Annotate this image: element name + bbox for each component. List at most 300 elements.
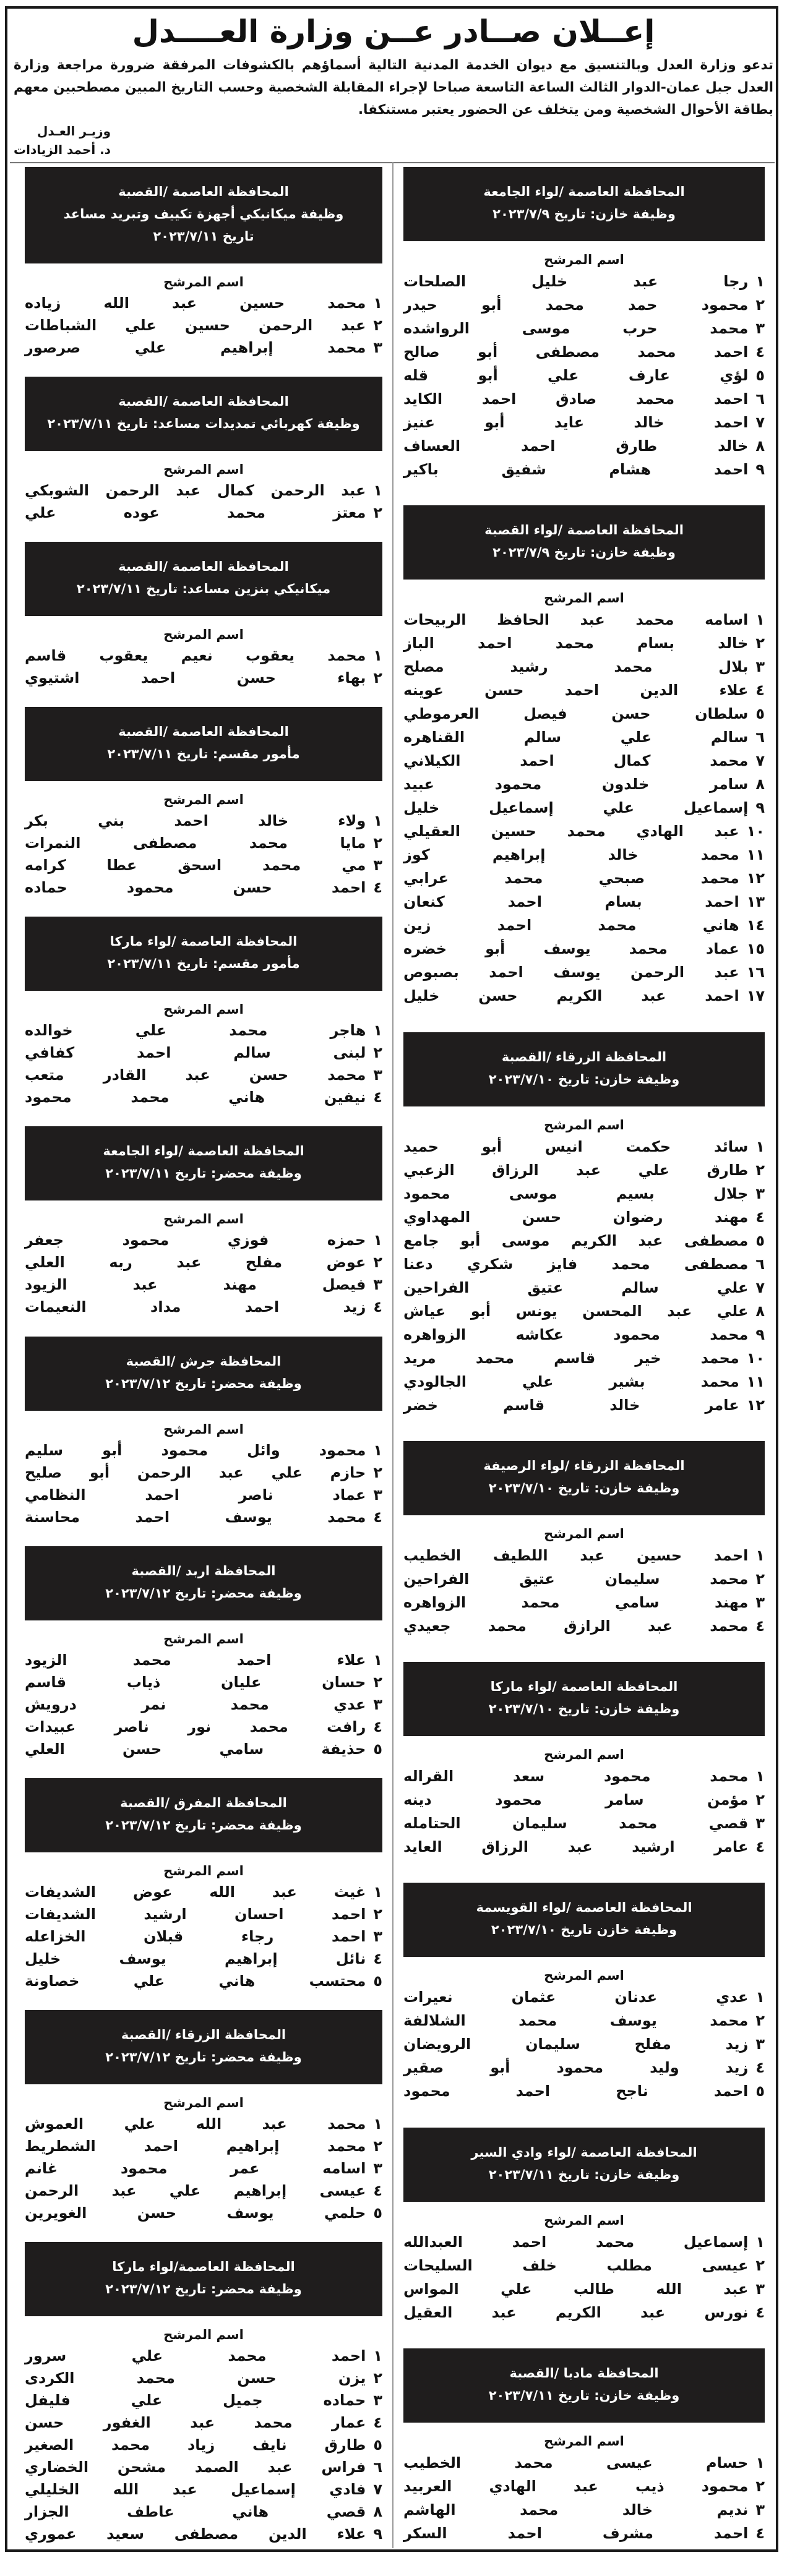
- name-word: محمد: [132, 1651, 171, 1669]
- name-word: احمد: [520, 752, 554, 770]
- name-word: ذياب: [126, 1673, 161, 1691]
- name-word: الفراحين: [403, 1278, 470, 1296]
- name-word: العايد: [403, 1838, 442, 1856]
- name-word: يونس: [515, 1302, 557, 1320]
- name-word: طالب: [573, 2280, 614, 2298]
- candidate-name: [25, 1649, 366, 1671]
- candidate-name: [25, 1903, 366, 1925]
- name-word: عبد: [573, 2477, 598, 2495]
- name-word: محمود: [495, 1791, 542, 1809]
- name-word: احمد: [512, 2233, 547, 2251]
- name-word: عبد: [580, 611, 605, 629]
- candidate-row: [403, 1276, 765, 1299]
- section-header-line: وظيفة محضر: تاريخ ٢٠٢٣/٧/١٢: [105, 1376, 302, 1391]
- name-word: محمد: [327, 2115, 366, 2133]
- name-word: خلدون: [601, 776, 650, 794]
- candidate-number: ٤: [755, 343, 765, 361]
- name-word: نديم: [716, 2501, 749, 2518]
- section-header-line: المحافظة الزرقاء /القصبة: [121, 2027, 286, 2042]
- name-word: مهند: [223, 1276, 257, 1294]
- candidate-number: ٢: [373, 669, 382, 687]
- name-word: الخزاعله: [25, 1927, 86, 1945]
- name-word: ارشيد: [144, 1905, 187, 1923]
- name-word: مي: [342, 857, 366, 875]
- name-word: محمد: [611, 1255, 650, 1273]
- section-header: [25, 2242, 382, 2316]
- name-word: باكير: [403, 461, 439, 478]
- section-header-line: وظيفة محضر: تاريخ ٢٠٢٣/٧/١٢: [105, 1585, 302, 1601]
- candidate-row: [25, 292, 382, 314]
- name-word: مصطفى: [132, 834, 197, 852]
- name-word: محمود: [403, 2082, 450, 2100]
- name-word: حرب: [622, 320, 658, 337]
- candidate-number: ٤: [373, 1508, 382, 1526]
- candidate-number: ٥: [373, 1740, 382, 1758]
- candidate-number: ١١: [746, 1372, 765, 1390]
- name-word: رجا: [723, 273, 749, 290]
- name-word: إسماعيل: [231, 2480, 296, 2498]
- name-word: عبيدات: [25, 1718, 76, 1735]
- candidate-name: [403, 725, 748, 749]
- name-word: عثمان: [511, 1988, 556, 2006]
- name-word: عطا: [106, 857, 137, 875]
- candidate-row: [403, 293, 765, 317]
- name-word: قاسم: [25, 647, 67, 665]
- name-word: عوض: [326, 1254, 366, 1272]
- name-word: الرحمن: [259, 317, 313, 334]
- name-word: مصطفى: [535, 343, 600, 361]
- candidate-row: [25, 2202, 382, 2224]
- name-word: محمد: [635, 390, 675, 408]
- candidate-name: [403, 1323, 748, 1346]
- candidate-row: [403, 1323, 765, 1346]
- candidate-name: [403, 1591, 748, 1614]
- candidate-number: ٧: [373, 2480, 382, 2498]
- name-word: نعيم: [181, 647, 213, 665]
- candidate-section: [403, 1032, 765, 1417]
- name-word: الكريم: [555, 2303, 601, 2321]
- name-word: علي: [135, 1022, 167, 1040]
- candidate-row: [403, 2301, 765, 2324]
- candidate-row: [403, 655, 765, 678]
- name-word: عاطف: [127, 2502, 174, 2520]
- name-word: عبد: [580, 1546, 605, 1564]
- candidate-number: ٤: [755, 2524, 765, 2542]
- name-word: الكردى: [25, 2369, 75, 2387]
- candidate-name: [25, 1064, 366, 1086]
- candidate-row: [403, 2475, 765, 2498]
- candidate-section: [25, 542, 382, 689]
- candidate-number: ١: [755, 2454, 765, 2471]
- candidate-number: ٣: [373, 2391, 382, 2409]
- candidate-name: [25, 1439, 366, 1461]
- candidate-row: [403, 1835, 765, 1859]
- name-word: فايز: [547, 1255, 578, 1273]
- name-word: مهند: [714, 1593, 749, 1611]
- candidate-number: ٢: [373, 2369, 382, 2387]
- candidate-column-label: اسم المرشح: [163, 2327, 244, 2342]
- candidate-number: ٣: [373, 1927, 382, 1945]
- name-word: نيفين: [324, 1089, 366, 1106]
- name-word: خالد: [718, 635, 749, 653]
- name-word: الشباطات: [25, 317, 97, 334]
- candidate-number: ٢: [755, 1570, 765, 1588]
- name-word: قله: [403, 367, 429, 384]
- name-word: محمد: [254, 2413, 293, 2431]
- candidate-name: [403, 1370, 739, 1393]
- candidate-row: [403, 867, 765, 890]
- candidate-column-label: اسم المرشح: [544, 2212, 624, 2228]
- candidate-row: [25, 644, 382, 667]
- candidate-number: ٩: [755, 799, 765, 817]
- candidate-name: [403, 608, 748, 631]
- candidate-number: ٤: [373, 1089, 382, 1106]
- name-word: مفلح: [634, 2035, 671, 2053]
- name-word: حسن: [478, 987, 518, 1005]
- name-word: احمد: [331, 879, 366, 897]
- candidate-name: [403, 458, 748, 481]
- name-word: اسحق: [178, 857, 222, 875]
- name-word: محمد: [710, 1570, 749, 1588]
- candidate-number: ١٢: [746, 1396, 765, 1414]
- name-word: طارق: [707, 1161, 749, 1179]
- name-word: هاني: [228, 1089, 265, 1106]
- candidate-name: [25, 1042, 366, 1064]
- candidate-name: [25, 832, 366, 854]
- name-word: احمد: [137, 1044, 171, 1062]
- candidate-name: [403, 655, 748, 678]
- section-header: [25, 917, 382, 991]
- name-word: عبد: [633, 273, 658, 290]
- candidate-number: ٤: [755, 2059, 765, 2077]
- candidate-name: [25, 2135, 366, 2157]
- name-word: علي: [131, 2391, 163, 2409]
- candidate-number: ٣: [755, 1815, 765, 1833]
- candidate-number: ٤: [373, 2413, 382, 2431]
- candidate-number: ٢: [373, 1254, 382, 1272]
- name-word: احمد: [331, 2347, 366, 2364]
- candidate-number: ٥: [755, 705, 765, 723]
- name-word: فادي: [329, 2480, 366, 2498]
- name-word: علي: [271, 1463, 303, 1481]
- candidate-column-label: اسم المرشح: [544, 1526, 624, 1541]
- candidate-name: [403, 1835, 748, 1859]
- candidate-row: [25, 502, 382, 524]
- candidate-row: [403, 1135, 765, 1158]
- name-word: فيصل: [322, 1276, 366, 1294]
- name-word: يوسف: [543, 940, 591, 958]
- name-word: احمد: [481, 390, 517, 408]
- name-word: الباز: [403, 635, 434, 653]
- name-word: نمر: [141, 1695, 166, 1713]
- name-word: خضر: [403, 1396, 438, 1414]
- candidate-number: ٢: [755, 1791, 765, 1809]
- name-word: يوسف: [553, 964, 601, 982]
- candidate-row: [25, 2345, 382, 2367]
- name-word: محمد: [475, 1349, 514, 1367]
- name-word: اللطيف: [492, 1546, 548, 1564]
- candidate-row: [25, 1251, 382, 1273]
- name-word: عمار: [332, 2413, 366, 2431]
- name-word: محمود: [25, 1089, 72, 1106]
- name-word: أبو: [481, 296, 502, 314]
- name-word: يعقوب: [246, 647, 295, 665]
- name-word: عبد: [262, 2115, 287, 2133]
- name-word: بصبوص: [403, 964, 459, 982]
- section-header-line: المحافظة العاصمة /القصبة: [118, 724, 289, 740]
- candidate-number: ١: [373, 1441, 382, 1459]
- name-word: إبراهيم: [492, 846, 546, 864]
- name-word: محمود: [126, 879, 174, 897]
- candidate-column-label: اسم المرشح: [163, 1421, 244, 1437]
- name-word: محمود: [403, 1184, 450, 1202]
- candidate-name: [25, 479, 366, 502]
- name-word: عكاشه: [515, 1325, 564, 1343]
- name-word: عبد: [190, 2413, 215, 2431]
- name-word: محمد: [545, 296, 584, 314]
- candidate-number: ٩: [755, 461, 765, 478]
- candidate-row: [25, 1296, 382, 1318]
- section-header-line: وظيفة خازن تاريخ ٢٠٢٣/٧/١٠: [491, 1922, 677, 1938]
- name-word: ناصر: [238, 1486, 273, 1504]
- name-word: الخطيب: [403, 1546, 462, 1564]
- candidate-name: [403, 2032, 748, 2056]
- name-word: العربيد: [403, 2477, 452, 2495]
- name-word: محمد: [710, 1768, 749, 1786]
- candidate-name: [403, 293, 748, 317]
- name-word: ذيب: [635, 2477, 664, 2495]
- candidate-row: [25, 2367, 382, 2389]
- name-word: الغفور: [103, 2413, 151, 2431]
- candidate-name: [403, 340, 748, 364]
- name-word: حسن: [522, 1208, 562, 1226]
- candidate-name: [403, 631, 748, 655]
- name-word: خير: [635, 1349, 661, 1367]
- candidate-row: [25, 2456, 382, 2478]
- name-word: علي: [125, 317, 157, 334]
- candidate-row: [25, 1439, 382, 1461]
- candidate-number: ٣: [373, 2159, 382, 2177]
- name-word: سامر: [709, 776, 749, 794]
- name-word: الرحمن: [137, 1463, 191, 1481]
- candidate-name: [25, 336, 366, 359]
- name-word: الكريم: [570, 1231, 617, 1249]
- candidate-number: ٢: [755, 2256, 765, 2274]
- name-word: العساف: [403, 437, 461, 455]
- candidate-row: [25, 832, 382, 854]
- name-word: حسن: [25, 2413, 64, 2431]
- name-word: الكيلاني: [403, 752, 461, 770]
- candidate-column-label: اسم المرشح: [163, 627, 244, 643]
- name-word: حسن: [236, 669, 276, 687]
- section-header-line: المحافظة العاصمة /لواء الجامعة: [103, 1144, 304, 1159]
- candidate-name: [403, 1252, 748, 1276]
- name-word: سالم: [523, 729, 562, 747]
- candidate-number: ٤: [755, 1617, 765, 1635]
- candidate-row: [403, 796, 765, 819]
- name-word: محمد: [131, 1089, 170, 1106]
- candidate-number: ٣: [755, 2501, 765, 2518]
- name-word: عبد: [341, 482, 366, 500]
- candidate-number: ٢: [373, 1044, 382, 1062]
- candidate-section: [403, 167, 765, 481]
- candidate-name: [25, 1273, 366, 1296]
- name-word: صالح: [403, 343, 440, 361]
- candidate-column-label: اسم المرشح: [163, 792, 244, 808]
- candidate-section: [25, 377, 382, 524]
- name-word: سرور: [25, 2347, 67, 2364]
- candidate-number: ٣: [755, 2035, 765, 2053]
- name-word: كوز: [403, 846, 430, 864]
- name-word: مشحن: [117, 2458, 166, 2476]
- candidate-row: [25, 1506, 382, 1528]
- candidate-row: [25, 876, 382, 899]
- name-word: عدي: [333, 1695, 366, 1713]
- candidate-name: [403, 2475, 748, 2498]
- name-word: وليد: [650, 2059, 679, 2077]
- candidate-row: [403, 843, 765, 867]
- name-word: حسين: [184, 317, 230, 334]
- name-word: علي: [716, 1302, 749, 1320]
- announcement-intro: تدعو وزارة العدل وبالتنسيق مع ديوان الخدمة المدنية التالية أسماؤهم بالكشوفات المرفقة ضرورة مراجعة وزارة العدل جبل عمان-الدوار الثالث الساعة التاسعة صباحا لإجراء المقابلة الشخصية وحسب التاريخ المبين مصطحبين معهم بطاقة الأحوال الشخصية ومن يتخلف عن الحضور يعتبر مستنكفا.: [14, 58, 773, 118]
- candidate-number: ١: [755, 273, 765, 290]
- name-word: محمد: [518, 2012, 557, 2030]
- name-word: الحافظ: [497, 611, 550, 629]
- name-word: عبد: [171, 294, 197, 312]
- candidate-number: ١٦: [746, 964, 765, 982]
- name-word: محمد: [504, 870, 543, 888]
- candidate-name: [403, 364, 748, 387]
- candidate-row: [25, 1484, 382, 1506]
- name-word: محمد: [700, 846, 739, 864]
- candidate-name: [403, 843, 739, 867]
- name-word: دعنا: [403, 1255, 433, 1273]
- name-word: أبو: [460, 1231, 481, 1249]
- candidate-number: ٤: [373, 1949, 382, 1967]
- candidate-row: [403, 2032, 765, 2056]
- name-word: كنعان: [403, 893, 445, 911]
- name-word: عبد: [640, 2303, 666, 2321]
- name-word: محمد: [614, 658, 653, 676]
- candidate-number: ١٠: [746, 1349, 765, 1367]
- name-word: محمد: [136, 2369, 175, 2387]
- name-word: علي: [169, 2181, 201, 2199]
- name-word: محمد: [327, 1066, 366, 1084]
- candidate-number: ٩: [373, 2525, 382, 2543]
- candidate-name: [403, 984, 739, 1008]
- candidate-name: [403, 270, 748, 293]
- candidate-number: ١: [373, 1022, 382, 1040]
- candidate-row: [25, 1881, 382, 1903]
- name-word: معتز: [333, 504, 366, 522]
- name-word: جعيدي: [403, 1617, 451, 1635]
- name-word: عبد: [567, 1838, 593, 1856]
- candidate-number: ٢: [373, 504, 382, 522]
- name-word: احمد: [713, 2082, 749, 2100]
- candidate-number: ١: [373, 2115, 382, 2133]
- name-word: عامر: [705, 1396, 739, 1414]
- candidate-name: [403, 937, 739, 961]
- name-word: علي: [638, 1161, 670, 1179]
- name-word: عبد: [267, 2458, 293, 2476]
- candidate-row: [403, 1985, 765, 2009]
- candidate-column-label: اسم المرشح: [163, 2095, 244, 2110]
- section-header-line: وظيفة خازن: تاريخ ٢٠٢٣/٧/١١: [488, 2167, 680, 2182]
- name-word: عبد: [576, 1161, 601, 1179]
- name-word: المهداوي: [403, 1208, 471, 1226]
- candidate-number: ٦: [755, 729, 765, 747]
- candidate-name: [403, 914, 739, 937]
- name-word: احمد: [489, 964, 523, 982]
- name-word: رضوان: [613, 1208, 663, 1226]
- name-word: العبدالله: [403, 2233, 463, 2251]
- name-word: الخليلي: [25, 2480, 80, 2498]
- candidate-name: [403, 2301, 748, 2324]
- name-word: حمد: [628, 296, 658, 314]
- candidate-number: ٤: [755, 682, 765, 700]
- name-word: أبو: [478, 367, 498, 384]
- candidate-row: [25, 1064, 382, 1086]
- candidate-number: ٣: [373, 339, 382, 356]
- name-word: احمد: [331, 1905, 366, 1923]
- name-word: محمد: [111, 2436, 150, 2454]
- candidate-number: ٣: [373, 857, 382, 875]
- candidate-name: [403, 1812, 748, 1835]
- candidate-number: ٢: [373, 1463, 382, 1481]
- signature-role: وزيـر العـدل: [37, 124, 111, 139]
- candidate-number: ٤: [755, 1208, 765, 1226]
- name-word: الزواهره: [403, 1593, 467, 1611]
- name-word: الحتامله: [403, 1815, 461, 1833]
- name-word: مريد: [403, 1349, 436, 1367]
- candidate-number: ٣: [373, 1066, 382, 1084]
- candidate-column-label: اسم المرشح: [163, 462, 244, 477]
- candidate-row: [403, 1567, 765, 1591]
- name-word: الرواشده: [403, 320, 470, 337]
- candidate-name: [403, 2254, 748, 2277]
- name-word: لؤي: [720, 367, 749, 384]
- candidate-number: ٣: [755, 320, 765, 337]
- name-word: عارف: [628, 367, 670, 384]
- candidate-number: ١: [373, 812, 382, 830]
- name-word: سليمان: [604, 1570, 660, 1588]
- candidate-section: [25, 1126, 382, 1318]
- candidate-row: [25, 2389, 382, 2411]
- name-word: الفراحين: [403, 1570, 470, 1588]
- candidate-column-label: اسم المرشح: [163, 275, 244, 289]
- name-word: علي: [620, 729, 652, 747]
- candidate-row: [25, 1086, 382, 1108]
- name-word: إسماعيل: [489, 799, 554, 817]
- candidate-name: [403, 1788, 748, 1812]
- candidate-row: [403, 2009, 765, 2032]
- candidate-number: ١: [755, 2233, 765, 2251]
- section-header-line: المحافظة المفرق /القصبة: [120, 1795, 287, 1810]
- section-header-line: وظيفة خازن: تاريخ ٢٠٢٣/٧/٩: [492, 545, 676, 560]
- candidate-name: [25, 2411, 366, 2434]
- name-word: حسن: [484, 682, 524, 700]
- candidate-name: [25, 667, 366, 689]
- candidate-row: [403, 1393, 765, 1417]
- candidate-name: [403, 317, 748, 340]
- section-header-line: المحافظة العاصمة /لواء وادي السير: [471, 2144, 697, 2160]
- candidate-row: [403, 2498, 765, 2522]
- name-word: عبد: [185, 1066, 210, 1084]
- candidate-row: [25, 1273, 382, 1296]
- name-word: محمد: [710, 752, 749, 770]
- candidate-row: [25, 854, 382, 876]
- name-word: محمود: [161, 1441, 209, 1459]
